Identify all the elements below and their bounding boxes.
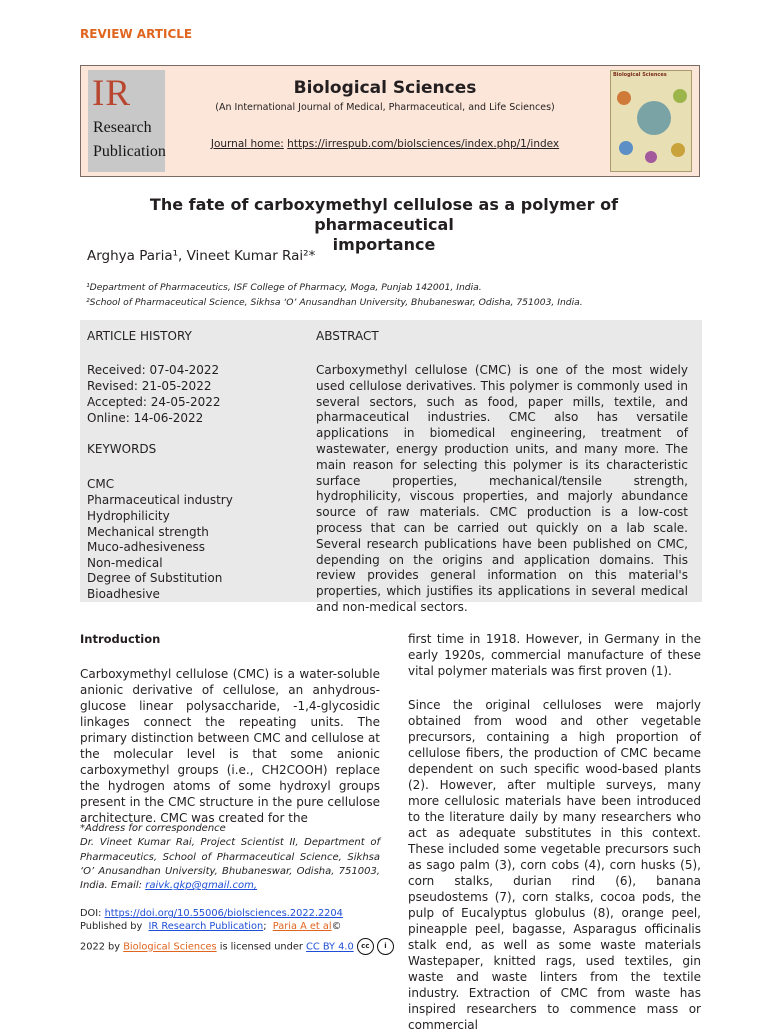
copyright-holder-link[interactable]: Paria A et al (272, 921, 332, 932)
publisher-logo (88, 70, 165, 172)
cover-graphic (645, 151, 657, 163)
license-link[interactable]: CC BY 4.0 (306, 941, 354, 953)
logo-line2: Publication (93, 143, 166, 160)
cc-license-icon[interactable]: cc (357, 938, 374, 955)
logo-ir: IR (92, 73, 131, 114)
doi-line (80, 908, 343, 919)
keywords-heading: KEYWORDS (87, 442, 157, 456)
affiliation-1: ¹Department of Pharmaceutics, ISF College of Pharmacy, Moga, Punjab 142001, India. (86, 282, 482, 293)
revised-date: Revised: 21-05-2022 (87, 379, 212, 393)
homepage-label: Journal home: (210, 138, 284, 150)
keyword-item: Degree of Substitution (87, 571, 223, 585)
accepted-date: Accepted: 24-05-2022 (87, 395, 221, 409)
license-prefix: 2022 by (80, 941, 121, 953)
correspondence-email[interactable]: raivk.gkp@gmail.com, (145, 880, 258, 892)
doi-label: DOI: (80, 908, 102, 919)
cover-graphic (637, 101, 671, 135)
keyword-item: Bioadhesive (87, 587, 160, 601)
keyword-item: Pharmaceutical industry (87, 493, 233, 507)
journal-link[interactable]: Biological Sciences (123, 941, 217, 953)
journal-cover-image (610, 70, 692, 172)
cover-graphic (673, 89, 687, 103)
publisher-link[interactable]: IR Research Publication (148, 921, 264, 932)
doi-link[interactable]: https://doi.org/10.55006/biolsciences.2022.2204 (104, 908, 343, 919)
journal-subtitle: (An International Journal of Medical, Pharmaceutical, and Life Sciences) (215, 102, 555, 113)
journal-homepage (170, 138, 600, 150)
received-date: Received: 07-04-2022 (87, 363, 220, 377)
keyword-item: Non-medical (87, 556, 163, 570)
cover-title: Biological Sciences (613, 72, 667, 78)
publisher-line (80, 921, 341, 932)
cc-by-icon[interactable]: i (377, 938, 394, 955)
abstract-text: Carboxymethyl cellulose (CMC) is one of the most widely used cellulose derivatives. This polymer is commonly used in several sectors, such as food, paper mills, textile, and pharmaceutical industries. CMC also has versatile applications in biomedical engineering, treatment of wastewater, energy production units, and many more. The main reason for selecting this polymer is its characteristic surface properties, mechanical/tensile strength, hydrophilicity, viscous properties, and majorly abundance source of raw materials. CMC production is a low-cost process that can be carried out quickly on a lab scale. Several research publications have been published on CMC, depending on the origins and application domains. This review provides general information on this material's properties, which justifies its applications in several medical and non-medical sectors. (316, 363, 688, 614)
intro-paragraph-1-continued: first time in 1918. However, in Germany in the early 1920s, commercial manufacture of these vital polymer materials was first proven (1). (408, 632, 701, 678)
cover-graphic (617, 91, 631, 105)
license-mid: is licensed under (219, 941, 303, 953)
intro-paragraph-1: Carboxymethyl cellulose (CMC) is a water-soluble anionic derivative of cellulose, an anhydrous-glucose linear polysaccharide, -1,4-glycosidic linkages connect the repeating units. The primary distinction between CMC and cellulose at the molecular level is that some anionic carboxymethyl groups (i.e., CH2COOH) replace the hydrogen atoms of some hydroxyl groups present in the CMC structure in the pure cellulose architecture. CMC was created for the (80, 667, 380, 825)
journal-title: Biological Sciences (293, 78, 477, 98)
intro-paragraph-2: Since the original celluloses were majorly obtained from wood and other vegetable precursors, containing a high proportion of cellulose fibers, the production of CMC became dependent on such specific wood-based plants (2). However, after multiple surveys, many more cellulosic materials have been introduced to the literature daily by many researchers who act as adequate substitutes in this context. These included some vegetable precursors such as sago palm (3), corn cobs (4), corn husks (5), corn stalks, durian rind (6), banana pseudostems (7), corn stalks, cocoa pods, the pulp of Eucalyptus globulus (8), orange peel, pineapple peel, bagasse, Asparagus officinalis stalk end, as well as some waste materials Wastepaper, knitted rags, used textiles, gin waste and waste linters from the textile industry. Extraction of CMC from waste has inspired researchers to commence mass or commercial (408, 698, 701, 1032)
online-date: Online: 14-06-2022 (87, 411, 204, 425)
abstract-heading: ABSTRACT (316, 329, 379, 343)
keyword-item: Muco-adhesiveness (87, 540, 205, 554)
affiliation-2: ²School of Pharmaceutical Science, Sikhsa ‘O’ Anusandhan University, Bhubaneswar, Odisha, 751003, India. (86, 297, 583, 308)
logo-line1: Research (93, 119, 152, 136)
article-title: The fate of carboxymethyl cellulose as a polymer of pharmaceutical importance (149, 195, 619, 254)
correspondence-text: Dr. Vineet Kumar Rai, Project Scientist II, Department of Pharmaceutics, School of Pharmaceutical Science, Sikhsa ‘O’ Anusandhan University, Bhubaneswar, Odisha, 751003, India. Email: (80, 837, 380, 892)
cover-graphic (671, 143, 685, 157)
copyright-symbol: © (331, 921, 342, 932)
history-heading: ARTICLE HISTORY (87, 329, 192, 343)
license-line (80, 938, 394, 955)
keyword-item: Mechanical strength (87, 525, 209, 539)
homepage-link[interactable]: https://irrespub.com/biolsciences/index.php/1/index (287, 138, 560, 150)
correspondence-label: *Address for correspondence (80, 823, 226, 834)
introduction-heading: Introduction (80, 632, 161, 646)
cover-graphic (619, 141, 633, 155)
separator: ; (263, 921, 267, 932)
published-label: Published by (80, 921, 143, 932)
correspondence-note (80, 822, 380, 893)
article-type-label: REVIEW ARTICLE (80, 27, 193, 41)
keyword-item: CMC (87, 477, 115, 491)
authors: Arghya Paria¹, Vineet Kumar Rai²* (87, 248, 316, 264)
keyword-item: Hydrophilicity (87, 509, 170, 523)
